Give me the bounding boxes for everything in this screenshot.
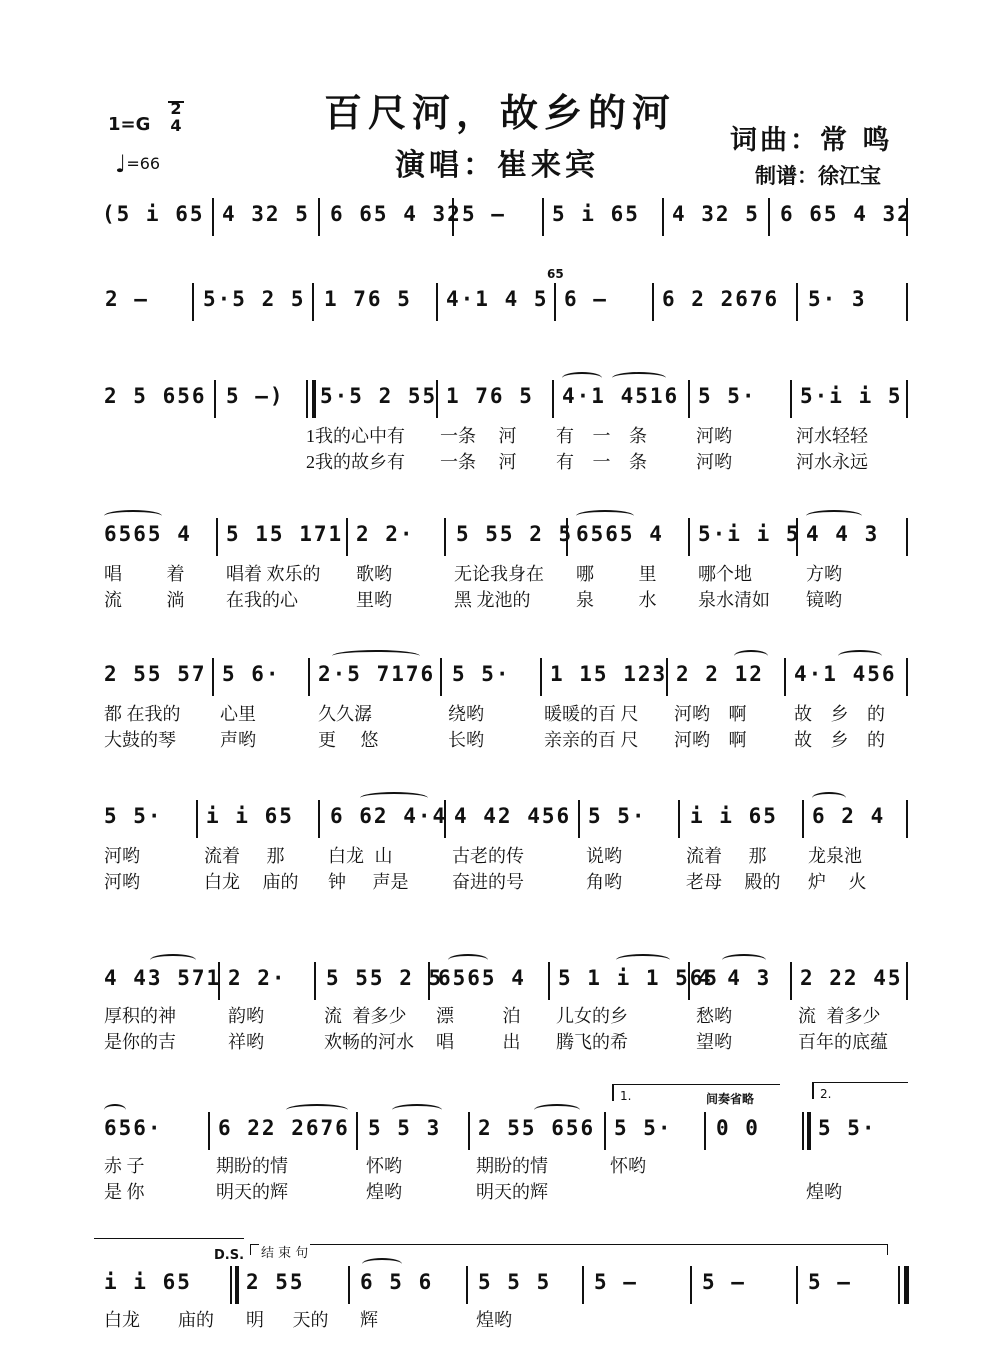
measure: 4·1 456 (794, 662, 897, 686)
lyric: 河哟 (696, 452, 732, 472)
measure: 5 i 65 (552, 202, 640, 226)
lyric: 儿女的乡 (556, 1006, 628, 1026)
measure: 6 – (564, 287, 608, 311)
lyric: 泉 水 (576, 590, 657, 610)
measure: 2 – (105, 287, 149, 311)
measure: 6565 4 (438, 966, 526, 990)
lyric: 流 着多少 (798, 1006, 881, 1026)
measure: i i 65 (690, 804, 778, 828)
tempo-value: =66 (126, 154, 161, 173)
measure: 2 22 45 (800, 966, 903, 990)
singer-credit: 演唱：崔来宾 (395, 148, 599, 183)
lyric: 黑 龙池的 (454, 590, 531, 610)
measure: 2 2· (356, 522, 415, 546)
lyric: 唱 出 (436, 1032, 521, 1052)
lyric: 煌哟 (806, 1182, 842, 1202)
measure: 5 55 2 5 (326, 966, 444, 990)
lyric: 厚积的神 (104, 1006, 176, 1026)
measure: 5 1 i 1 565 (558, 966, 720, 990)
lyric: 哪个地 (698, 564, 752, 584)
lyric: 漂 泊 (436, 1006, 521, 1026)
measure: 5 6· (222, 662, 281, 686)
tempo-marking (115, 150, 160, 178)
lyric: 绕哟 (448, 704, 484, 724)
lyric: 辉 (360, 1310, 378, 1330)
lyric: 期盼的情 (476, 1156, 548, 1176)
lyric: 奋进的号 (452, 872, 524, 892)
lyric: 亲亲的百 尺 (544, 730, 639, 750)
measure: 5 – (594, 1270, 638, 1294)
measure: 656· (104, 1116, 163, 1140)
lyric: 古老的传 (452, 846, 524, 866)
lyric: 里哟 (356, 590, 392, 610)
lyric: 长哟 (448, 730, 484, 750)
measure: 5 5· (588, 804, 647, 828)
measure: 6 62 4·4 (330, 804, 448, 828)
lyric: 大鼓的琴 (104, 730, 176, 750)
measure: 2·5 7176 (318, 662, 436, 686)
lyric: 更 悠 (318, 730, 379, 750)
lyric: 1我的心中有 (306, 426, 405, 446)
lyric: 2我的故乡有 (306, 452, 405, 472)
lyric: 泉水清如 (698, 590, 770, 610)
measure: 5·5 2 5 (203, 287, 306, 311)
lyric: 百年的底蕴 (798, 1032, 888, 1052)
measure: 4 32 5 (672, 202, 760, 226)
grace-notes: 65 (547, 267, 564, 281)
measure: 5 – (702, 1270, 746, 1294)
lyric: 方哟 (806, 564, 842, 584)
measure: i i 65 (206, 804, 294, 828)
lyric: 哪 里 (576, 564, 657, 584)
measure: i i 65 (104, 1270, 192, 1294)
lyric: 河水轻轻 (796, 426, 868, 446)
lyric: 明 天的 (246, 1310, 329, 1330)
measure: 4 4 3 (806, 522, 880, 546)
measure: 6565 4 (576, 522, 664, 546)
volta-2-label: 2. (820, 1087, 832, 1101)
measure: 4 4 3 (698, 966, 772, 990)
lyric: 故 乡 的 (794, 704, 885, 724)
measure: 6565 4 (104, 522, 192, 546)
measure: 6 65 4 32 (780, 202, 912, 226)
measure: 6 2 2676 (662, 287, 780, 311)
lyric: 煌哟 (366, 1182, 402, 1202)
measure: 6 2 4 (812, 804, 886, 828)
lyric: 赤 子 (104, 1156, 145, 1176)
lyric: 欢畅的河水 (324, 1032, 414, 1052)
measure: 5 55 2 5 (456, 522, 574, 546)
lyric: 在我的心 (226, 590, 298, 610)
lyric: 唱着 欢乐的 (226, 564, 321, 584)
volta-2 (812, 1082, 908, 1099)
ds-marking: D.S. (214, 1248, 245, 1263)
time-signature-top: 2 (170, 99, 182, 118)
lyric: 歌哟 (356, 564, 392, 584)
volta-1 (612, 1084, 780, 1101)
lyric: 望哟 (696, 1032, 732, 1052)
lyric: 河哟 (104, 872, 140, 892)
time-signature (168, 100, 184, 134)
lyric: 白龙 庙的 (204, 872, 299, 892)
measure: 5·i i 5 (800, 384, 903, 408)
lyric: 祥哟 (228, 1032, 264, 1052)
ending-label: 结 束 句 (259, 1242, 310, 1261)
quarter-note-icon: ♩ (115, 150, 127, 178)
measure: 4·1 4 5 (446, 287, 549, 311)
measure: 5· 3 (808, 287, 867, 311)
lyric: 久久潺 (318, 704, 372, 724)
lyric: 暖暖的百 尺 (544, 704, 639, 724)
measure: 6 22 2676 (218, 1116, 350, 1140)
lyric: 河哟 啊 (674, 704, 747, 724)
measure: 4 43 571 (104, 966, 222, 990)
lyric: 明天的辉 (216, 1182, 288, 1202)
volta-1-label: 1. (620, 1089, 632, 1103)
measure: 5 5· (104, 804, 163, 828)
measure: 5 5· (452, 662, 511, 686)
lyric: 流着 那 (686, 846, 767, 866)
lyric: 河水永远 (796, 452, 868, 472)
lyric: 流着 那 (204, 846, 285, 866)
measure: 5 15 171 (226, 522, 344, 546)
lyric: 流 着多少 (324, 1006, 407, 1026)
lyric: 是 你 (104, 1182, 145, 1202)
lyric: 无论我身在 (454, 564, 544, 584)
lyric: 故 乡 的 (794, 730, 885, 750)
measure: 5·5 2 55 (320, 384, 438, 408)
lyric: 都 在我的 (104, 704, 181, 724)
lyric: 韵哟 (228, 1006, 264, 1026)
lyric: 镜哟 (806, 590, 842, 610)
lyric: 河哟 (104, 846, 140, 866)
lyric: 煌哟 (476, 1310, 512, 1330)
measure: 2 55 57 (104, 662, 207, 686)
measure: 5 5· (818, 1116, 877, 1140)
lyric: 炉 火 (808, 872, 867, 892)
key-signature: 1=G (108, 114, 151, 135)
measure: 5 – (462, 202, 506, 226)
measure: 6 5 6 (360, 1270, 434, 1294)
measure: 5 5 5 (478, 1270, 552, 1294)
song-title: 百尺河，故乡的河 (323, 91, 676, 135)
lyric: 龙泉池 (808, 846, 862, 866)
lyric: 一条 河 (440, 452, 517, 472)
measure: 0 0 (716, 1116, 760, 1140)
lyric: 流 淌 (104, 590, 185, 610)
lyric: 一条 河 (440, 426, 517, 446)
lyric: 角哟 (586, 872, 622, 892)
lyric: 心里 (220, 704, 256, 724)
lyric: 河哟 (696, 426, 732, 446)
measure: 5 – (808, 1270, 852, 1294)
lyric: 庙的 (178, 1310, 214, 1330)
lyric: 愁哟 (696, 1006, 732, 1026)
lyric: 说哟 (586, 846, 622, 866)
lyric: 声哟 (220, 730, 256, 750)
measure: 2 55 (246, 1270, 305, 1294)
measure: 5 5· (614, 1116, 673, 1140)
measure: 2 5 656 (104, 384, 207, 408)
lyric: 白龙 (104, 1310, 140, 1330)
lyric: 白龙 山 (328, 846, 393, 866)
lyric: 河哟 啊 (674, 730, 747, 750)
measure: 5 5 3 (368, 1116, 442, 1140)
measure: 2 2 12 (676, 662, 764, 686)
measure: 5·i i 5 (698, 522, 801, 546)
lyric: 期盼的情 (216, 1156, 288, 1176)
composer-credit: 词曲：常 鸣 (730, 125, 893, 156)
measure: 5 5· (698, 384, 757, 408)
lyric: 怀哟 (366, 1156, 402, 1176)
measure: 1 15 123 (550, 662, 668, 686)
arranger-credit: 制谱：徐江宝 (755, 164, 881, 188)
ending-bracket (250, 1244, 888, 1261)
lyric: 老母 殿的 (686, 872, 781, 892)
lyric: 明天的辉 (476, 1182, 548, 1202)
lyric: 唱 着 (104, 564, 185, 584)
lyric: 有 一 条 (556, 426, 647, 446)
measure: 2 2· (228, 966, 287, 990)
measure: 2 55 656 (478, 1116, 596, 1140)
lyric: 怀哟 (610, 1156, 646, 1176)
measure: 6 65 4 32 (330, 202, 462, 226)
measure: 4 32 5 (222, 202, 310, 226)
time-signature-bottom: 4 (170, 116, 182, 135)
lyric: 是你的吉 (104, 1032, 176, 1052)
measure: 5 –) (226, 384, 285, 408)
measure: 4 42 456 (454, 804, 572, 828)
ending-line (94, 1238, 244, 1239)
measure: 1 76 5 (324, 287, 412, 311)
measure: 1 76 5 (446, 384, 534, 408)
lyric: 钟 声是 (328, 872, 409, 892)
interlude-note: 间奏省略 (706, 1092, 755, 1106)
measure: 4·1 4516 (562, 384, 680, 408)
lyric: 有 一 条 (556, 452, 647, 472)
measure: (5 i 65 (102, 202, 205, 226)
lyric: 腾飞的希 (556, 1032, 628, 1052)
